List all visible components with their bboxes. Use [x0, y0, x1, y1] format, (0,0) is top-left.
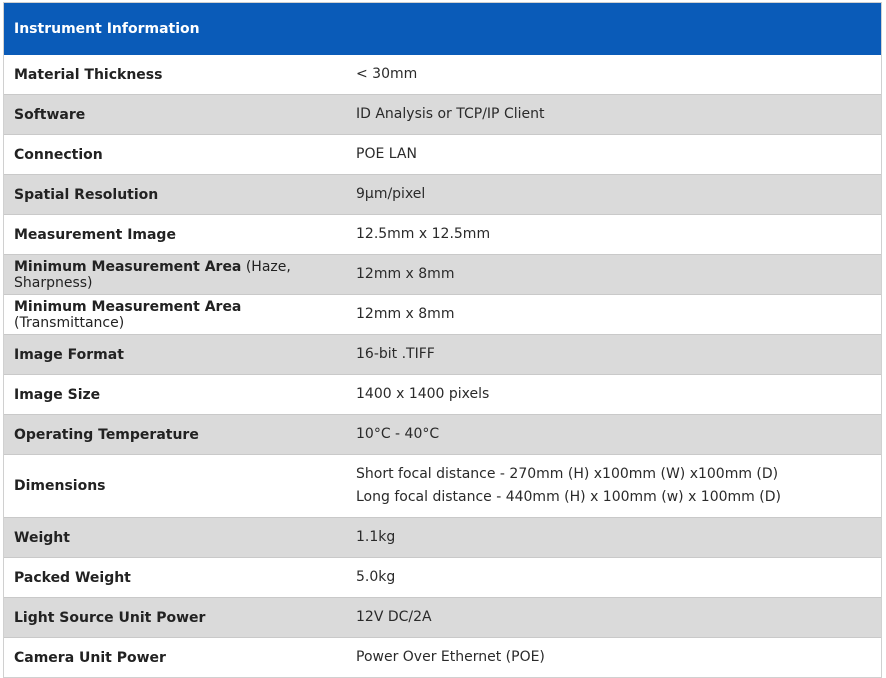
- table-row: [4, 94, 881, 134]
- row-label: Image Format: [14, 346, 124, 363]
- table-title: Instrument Information: [14, 21, 200, 37]
- table-row: [4, 454, 881, 517]
- table-row: [4, 597, 881, 637]
- row-label: Operating Temperature: [14, 426, 199, 443]
- table-row: [4, 134, 881, 174]
- row-value: 5.0kg: [356, 569, 396, 585]
- table-row: [4, 374, 881, 414]
- table-row: [4, 214, 881, 254]
- table-row: [4, 334, 881, 374]
- table-row: [4, 637, 881, 677]
- row-value: [356, 463, 881, 509]
- row-label: Spatial Resolution: [14, 186, 159, 203]
- table-row: [4, 294, 881, 334]
- row-value-line: Long focal distance - 440mm (H) x 100mm (w) x 100mm (D): [356, 489, 781, 505]
- row-label: Minimum Measurement Area (Haze, Sharpness): [14, 258, 291, 291]
- row-value: < 30mm: [356, 66, 418, 82]
- row-value: 12mm x 8mm: [356, 266, 455, 282]
- table-header: [4, 3, 881, 55]
- table-row: [4, 414, 881, 454]
- row-label: Packed Weight: [14, 569, 131, 586]
- row-label: Connection: [14, 146, 103, 163]
- row-value: 12V DC/2A: [356, 609, 432, 625]
- row-label-qualifier: (Haze, Sharpness): [14, 258, 291, 291]
- row-label: Minimum Measurement Area (Transmittance): [14, 298, 242, 331]
- row-label: Camera Unit Power: [14, 649, 166, 666]
- row-label: Measurement Image: [14, 226, 176, 243]
- row-label: Light Source Unit Power: [14, 609, 206, 626]
- row-value-line: Short focal distance - 270mm (H) x100mm (W) x100mm (D): [356, 466, 779, 482]
- table-row: [4, 55, 881, 94]
- row-value: 1400 x 1400 pixels: [356, 386, 490, 402]
- table-row: [4, 557, 881, 597]
- row-value: 12.5mm x 12.5mm: [356, 226, 491, 242]
- row-label: Weight: [14, 529, 70, 546]
- row-label-qualifier: (Transmittance): [14, 314, 125, 331]
- row-label: Software: [14, 106, 86, 123]
- row-value: 1.1kg: [356, 529, 396, 545]
- row-label: Image Size: [14, 386, 101, 403]
- row-value: 16-bit .TIFF: [356, 346, 435, 362]
- row-value: 9µm/pixel: [356, 186, 426, 202]
- row-label: Dimensions: [14, 478, 106, 494]
- table-row: [4, 174, 881, 214]
- row-value: 10°C - 40°C: [356, 426, 440, 442]
- row-value: 12mm x 8mm: [356, 306, 455, 322]
- instrument-spec-table: [3, 2, 882, 678]
- row-value: ID Analysis or TCP/IP Client: [356, 106, 545, 122]
- row-value: POE LAN: [356, 146, 417, 162]
- row-label: Material Thickness: [14, 66, 163, 83]
- table-row: [4, 517, 881, 557]
- row-value: Power Over Ethernet (POE): [356, 649, 545, 665]
- table-row: [4, 254, 881, 294]
